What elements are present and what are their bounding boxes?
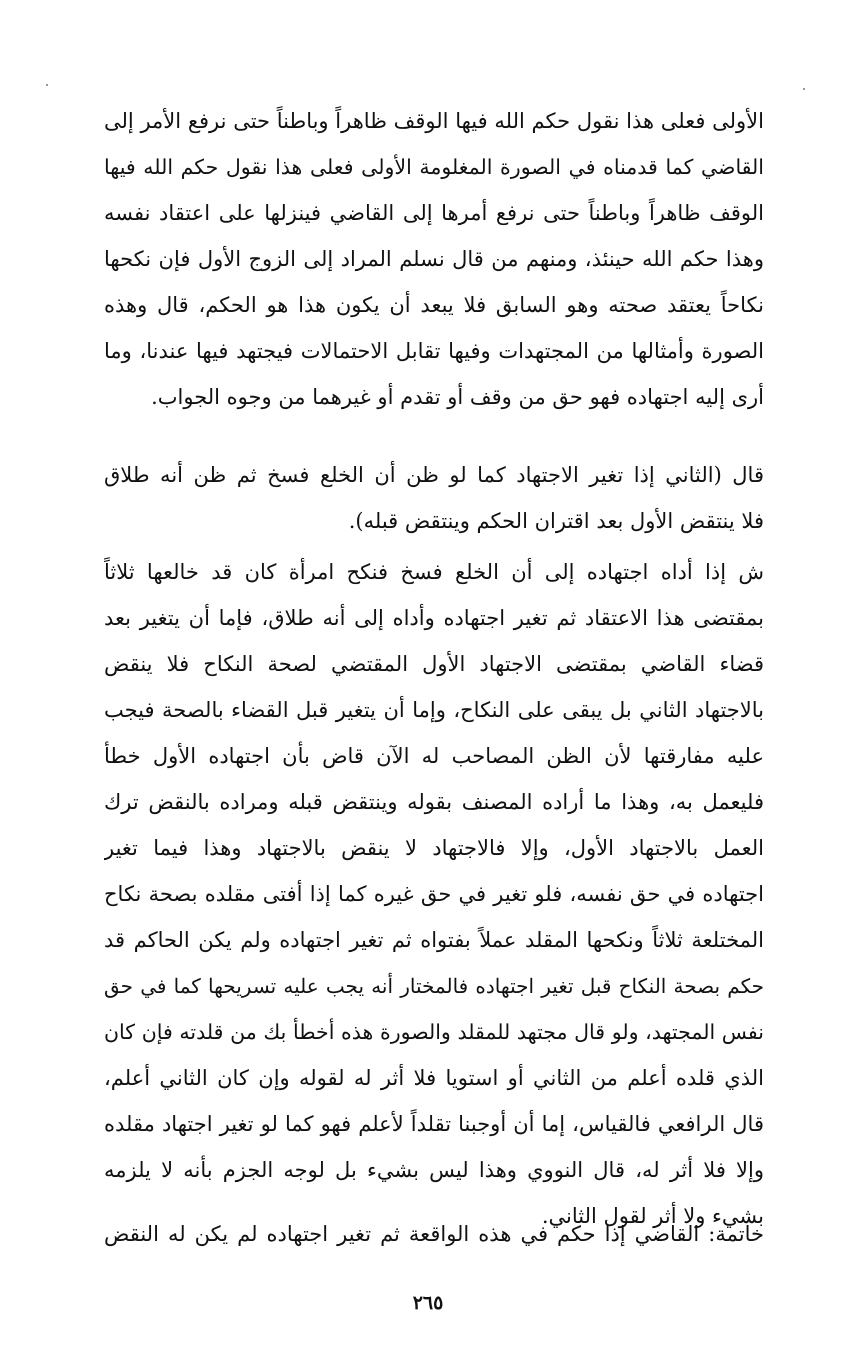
text-line: خاتمة: القاضي إذا حكم في هذه الواقعة ثم تغير اجتهاده لم يكن له النقض	[104, 1222, 764, 1246]
text-line: نفس المجتهد، ولو قال مجتهد للمقلد والصورة هذه أخطأ بك من قلدته فإن كان	[104, 1020, 764, 1044]
text-line: الصورة وأمثالها من المجتهدات وفيها تقابل الاحتمالات فيجتهد فيها عندنا، وما	[104, 339, 764, 363]
text-line: قضاء القاضي بمقتضى الاجتهاد الأول المقتضي لصحة النكاح فلا ينقض	[104, 652, 764, 676]
scan-speck	[803, 88, 805, 90]
text-line: بالاجتهاد الثاني بل يبقى على النكاح، وإما أن يتغير قبل القضاء بالصحة فيجب	[104, 698, 764, 722]
text-line: نكاحاً يعتقد صحته وهو السابق فلا يبعد أن يكون هذا هو الحكم، قال وهذه	[104, 293, 764, 317]
paragraph-3	[104, 549, 764, 1239]
text-line: فليعمل به، وهذا ما أراده المصنف بقوله وينتقض قبله ومراده بالنقض ترك	[104, 790, 764, 814]
paragraph-1	[104, 98, 764, 420]
text-line: قال (الثاني إذا تغير الاجتهاد كما لو ظن أن الخلع فسخ ثم ظن أنه طلاق	[104, 463, 764, 487]
text-line: اجتهاده في حق نفسه، فلو تغير في حق غيره كما إذا أفتى مقلده بصحة نكاح	[104, 882, 764, 906]
paragraph-2	[104, 452, 764, 544]
text-line: أرى إليه اجتهاده فهو حق من وقف أو تقدم أو غيرهما من وجوه الجواب.	[151, 385, 764, 409]
text-line: الوقف ظاهراً وباطناً حتى نرفع أمرها إلى القاضي فينزلها على اعتقاد نفسه	[104, 201, 764, 225]
text-line: الأولى فعلى هذا نقول حكم الله فيها الوقف ظاهراً وباطناً حتى نرفع الأمر إلى	[104, 109, 764, 133]
text-line: الذي قلده أعلم من الثاني أو استويا فلا أثر له لقوله وإن كان الثاني أعلم،	[104, 1066, 764, 1090]
text-line: حكم بصحة النكاح قبل تغير اجتهاده فالمختار أنه يجب عليه تسريحها كما في حق	[104, 974, 764, 998]
text-line: ش إذا أداه اجتهاده إلى أن الخلع فسخ فنكح امرأة كان قد خالعها ثلاثاً	[104, 560, 764, 584]
text-line: القاضي كما قدمناه في الصورة المغلومة الأولى فعلى هذا نقول حكم الله فيها	[104, 155, 764, 179]
text-line: المختلعة ثلاثاً ونكحها المقلد عملاً بفتواه ثم تغير اجتهاده ولم يكن الحاكم قد	[104, 928, 764, 952]
text-line: وهذا حكم الله حينئذ، ومنهم من قال نسلم المراد إلى الزوج الأول فإن نكحها	[104, 247, 764, 271]
page-number: ٢٦٥	[412, 1292, 444, 1314]
text-line: عليه مفارقتها لأن الظن المصاحب له الآن قاض بأن اجتهاده الأول خطأ	[104, 744, 764, 768]
text-line: بشيء ولا أثر لقول الثاني.	[541, 1204, 764, 1228]
text-line: العمل بالاجتهاد الأول، وإلا فالاجتهاد لا ينقض بالاجتهاد وهذا فيما تغير	[104, 836, 764, 860]
text-line: فلا ينتقض الأول بعد اقتران الحكم وينتقض قبله).	[348, 509, 764, 533]
text-line: قال الرافعي فالقياس، إما أن أوجبنا تقلداً لأعلم فهو كما لو تغير اجتهاد مقلده	[104, 1112, 764, 1136]
text-line: وإلا فلا أثر له، قال النووي وهذا ليس بشيء بل لوجه الجزم بأنه لا يلزمه	[104, 1158, 764, 1182]
paragraph-4	[104, 1211, 764, 1257]
text-line: بمقتضى هذا الاعتقاد ثم تغير اجتهاده وأداه إلى أنه طلاق، فإما أن يتغير بعد	[104, 606, 764, 630]
scan-speck	[46, 84, 48, 86]
